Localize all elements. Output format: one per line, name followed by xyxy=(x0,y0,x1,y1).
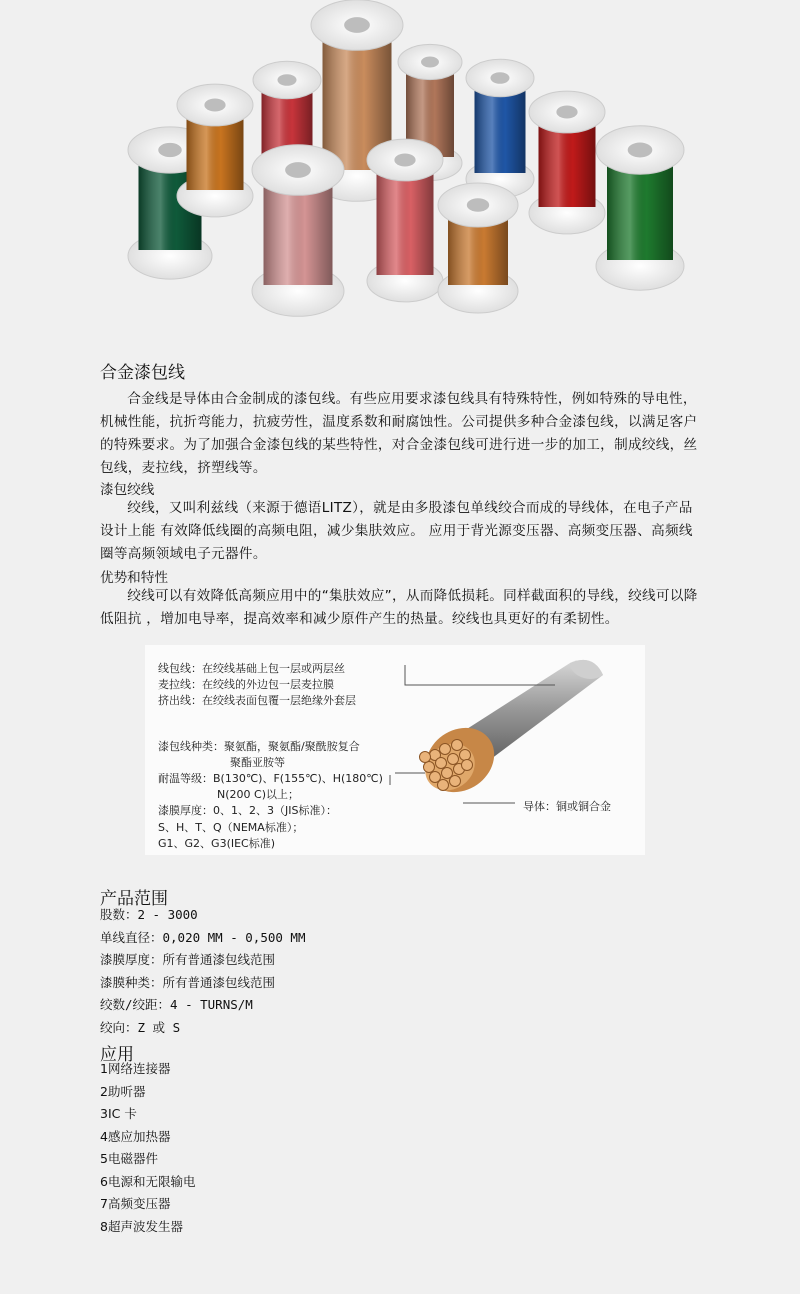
diagram-conductor: 导体：铜或铜合金 xyxy=(523,800,611,813)
wire-spool-salmon xyxy=(367,139,443,302)
list-item: 单线直径：0,020 MM - 0,500 MM xyxy=(100,929,306,945)
list-item: 绞向：Z 或 S xyxy=(100,1019,181,1035)
list-item: 漆膜种类：所有普通漆包线范围 xyxy=(100,974,276,990)
diagram-extruded-wire: 挤出线：在绞线表面包覆一层绝缘外套层 xyxy=(158,694,356,707)
diagram-temp-class: 耐温等级：B(130℃)、F(155℃)、H(180℃) xyxy=(158,772,383,785)
list-item: 6电源和无限输电 xyxy=(100,1173,196,1189)
alloy-wire-paragraph xyxy=(100,388,700,480)
litz-cable-diagram xyxy=(145,645,645,855)
list-item: 3IC 卡 xyxy=(100,1106,137,1121)
copper-strand xyxy=(452,740,463,751)
section-title-alloy-wire: 合金漆包线 xyxy=(100,363,185,383)
diagram-enamel-types-2: 聚酯亚胺等 xyxy=(230,756,285,769)
wire-spool-blue xyxy=(466,59,534,197)
section-title-litz-wire: 漆包绞线 xyxy=(100,482,155,498)
copper-strand xyxy=(438,780,449,791)
section-title-advantages: 优势和特性 xyxy=(100,570,168,586)
copper-strand xyxy=(450,776,461,787)
product-range-list xyxy=(100,904,306,1039)
list-item: 1网络连接器 xyxy=(100,1061,171,1076)
list-item: 7高频变压器 xyxy=(100,1196,171,1211)
list-item: 绞数/绞距：4 - TURNS/M xyxy=(100,997,253,1012)
applications-list xyxy=(100,1058,195,1238)
list-item: 8超声波发生器 xyxy=(100,1218,183,1234)
section-title-applications: 应用 xyxy=(100,1045,134,1065)
diagram-film-thickness-iec: G1、G2、G3(IEC标准) xyxy=(158,837,276,850)
diagram-temp-class-2: N(200 C)以上； xyxy=(217,788,299,801)
list-item: 5电磁器件 xyxy=(100,1151,158,1166)
wire-spool-orange xyxy=(438,183,518,313)
section-title-product-range: 产品范围 xyxy=(100,889,168,909)
diagram-enamel-types: 漆包线种类：聚氨酯，聚氨酯/聚酰胺复合 xyxy=(158,740,360,753)
copper-strand xyxy=(420,752,431,763)
diagram-film-thickness: 漆膜厚度：0、1、2、3（JIS标准）： xyxy=(158,804,337,817)
litz-wire-paragraph xyxy=(100,497,700,566)
list-item: 2助听器 xyxy=(100,1083,146,1099)
list-item: 4感应加热器 xyxy=(100,1128,171,1144)
copper-strand xyxy=(440,744,451,755)
advantages-paragraph xyxy=(100,585,700,631)
wire-spool-amber xyxy=(177,84,253,217)
wire-spools-photo xyxy=(0,0,800,340)
litz-wire-text: 绞线，又叫利兹线（来源于德语LITZ），就是由多股漆包单线绞合而成的导线体，在电子产品设计上能 有效降低线圈的高频电阻，减少集肤效应。 应用于背光源变压器、高频变压器、高频线圈等高频领域电子元器件。 xyxy=(100,500,693,562)
list-item: 漆膜厚度：所有普通漆包线范围 xyxy=(100,952,276,967)
list-item: 股数：2 - 3000 xyxy=(100,907,198,922)
copper-strand xyxy=(460,750,471,761)
copper-strand xyxy=(424,762,435,773)
diagram-served-wire: 线包线：在绞线基础上包一层或两层丝 xyxy=(158,662,345,675)
wire-spool-green xyxy=(596,126,684,290)
wire-spool-red-2 xyxy=(529,91,605,234)
diagram-mylar-wire: 麦拉线：在绞线的外边包一层麦拉膜 xyxy=(158,678,334,691)
wire-spool-pink xyxy=(252,145,344,317)
alloy-wire-text: 合金线是导体由合金制成的漆包线。有些应用要求漆包线具有特殊特性，例如特殊的导电性，机械性能，抗折弯能力，抗疲劳性，温度系数和耐腐蚀性。公司提供多种合金漆包线，以满足客户的特殊要求。为了加强合金漆包线的某些特性，对合金漆包线可进行进一步的加工，制成绞线，丝包线，麦拉线，挤塑线等。 xyxy=(100,391,698,476)
diagram-film-thickness-nema: S、H、T、Q（NEMA标准）； xyxy=(158,821,304,834)
copper-strand xyxy=(462,760,473,771)
copper-strand xyxy=(436,758,447,769)
copper-strand xyxy=(448,754,459,765)
advantages-text: 绞线可以有效降低高频应用中的“集肤效应”，从而降低损耗。同样截面积的导线，绞线可以降低阻抗 ，增加电导率，提高效率和减少原件产生的热量。绞线也具更好的有柔韧性。 xyxy=(100,588,698,627)
